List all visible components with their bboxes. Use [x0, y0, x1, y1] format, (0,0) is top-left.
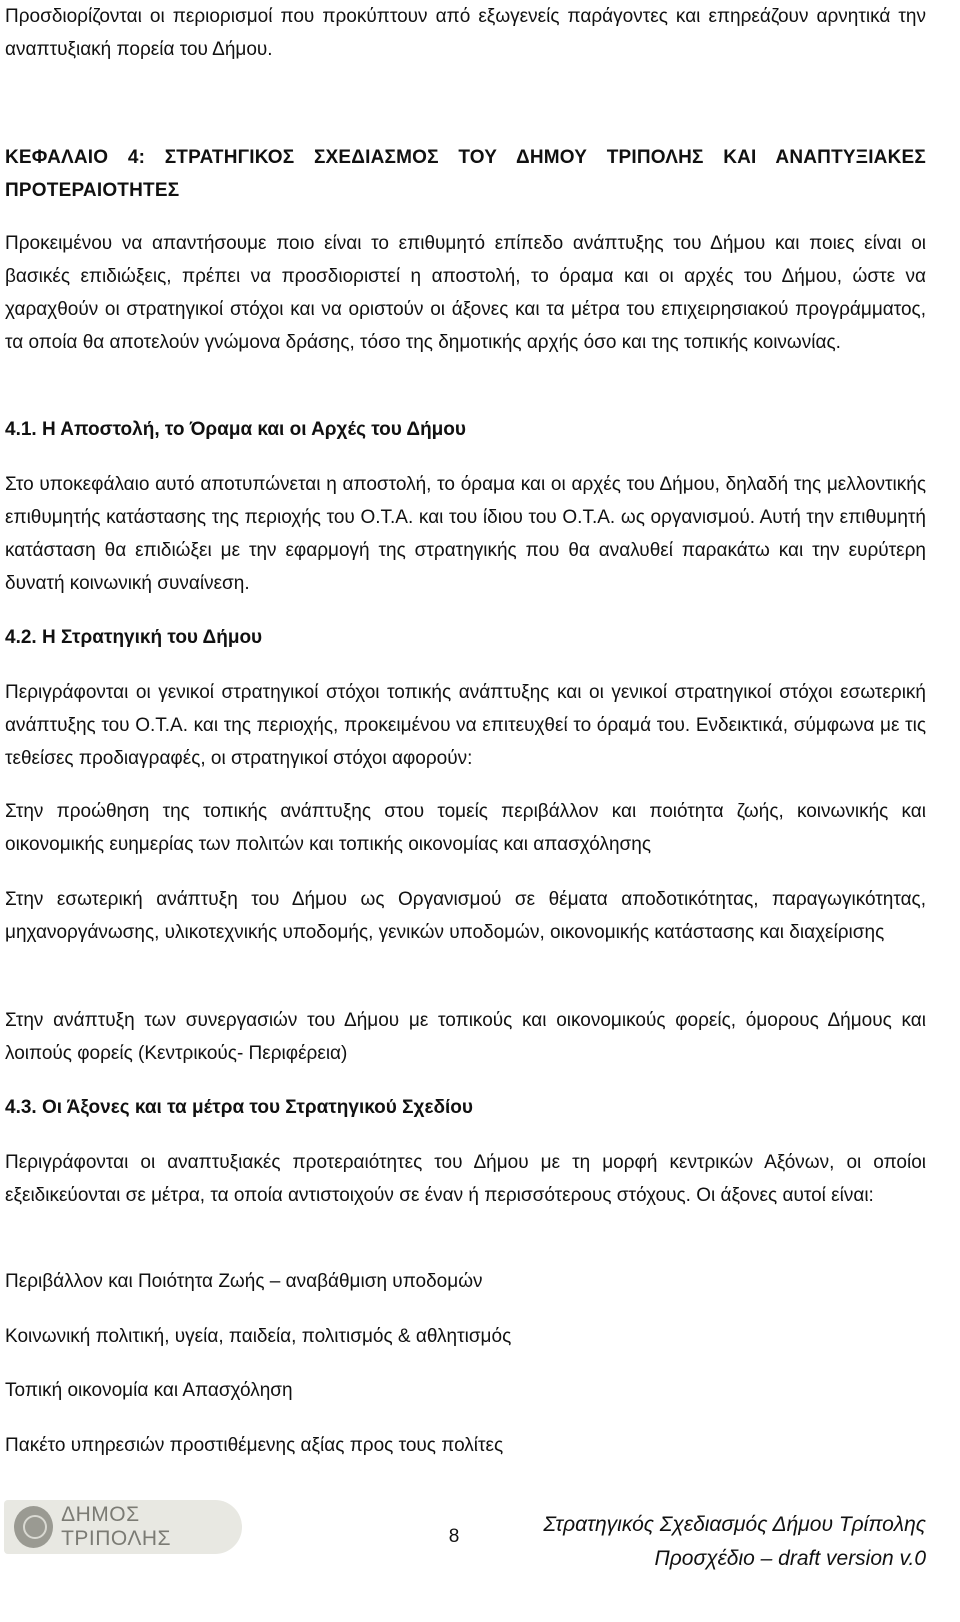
intro-paragraph: Προσδιορίζονται οι περιορισμοί που προκύπτουν από εξωγενείς παράγοντες και επηρεάζουν αρνητικά την αναπτυξιακή πορεία του Δήμου. — [5, 6, 926, 60]
footer-document-info — [543, 1508, 926, 1576]
section-4-3-text: Περιγράφονται οι αναπτυξιακές προτεραιότητες του Δήμου με τη μορφή κεντρικών Αξόνων, οι οποίοι εξειδικεύονται σε μέτρα, τα οποία αντιστοιχούν σε έναν ή περισσότερους στόχους. Οι άξονες αυτοί είναι: — [5, 1152, 926, 1206]
axis-item: Πακέτο υπηρεσιών προστιθέμενης αξίας προς τους πολίτες — [5, 1435, 504, 1456]
chapter-title: ΚΕΦΑΛΑΙΟ 4: ΣΤΡΑΤΗΓΙΚΟΣ ΣΧΕΔΙΑΣΜΟΣ ΤΟΥ ΔΗΜΟΥ ΤΡΙΠΟΛΗΣ ΚΑΙ ΑΝΑΠΤΥΞΙΑΚΕΣ ΠΡΟΤΕΡΑΙΟΤΗΤΕΣ — [5, 147, 926, 201]
axis-item: Περιβάλλον και Ποιότητα Ζωής – αναβάθμιση υποδομών — [5, 1271, 483, 1292]
logo-text: ΔΗΜΟΣ ΤΡΙΠΟΛΗΣ — [61, 1503, 172, 1550]
section-4-1-text: Στο υποκεφάλαιο αυτό αποτυπώνεται η αποστολή, το όραμα και οι αρχές του Δήμου, δηλαδή της μελλοντικής επιθυμητής κατάστασης της περιοχής του Ο.Τ.Α. και του ίδιου του Ο.Τ.Α. ως οργανισμού. Αυτή την επιθυμητή κατάσταση θα επιδιώξει με την εφαρμογή της στρατηγικής που θα αναλυθεί παρακάτω και την ευρύτερη δυνατή κοινωνική συναίνεση. — [5, 474, 926, 594]
strategic-goal-item: Στην εσωτερική ανάπτυξη του Δήμου ως Οργανισμού σε θέματα αποδοτικότητας, παραγωγικότητας, μηχανοργάνωσης, υλικοτεχνικής υποδομής, γενικών υποδομών, οικονομικής κατάστασης και διαχείρισης — [5, 889, 926, 943]
section-4-2-heading: 4.2. Η Στρατηγική του Δήμου — [5, 627, 263, 648]
strategic-goal-item: Στην ανάπτυξη των συνεργασιών του Δήμου με τοπικούς και οικονομικούς φορείς, όμορους Δήμους και λοιπούς φορείς (Κεντρικούς- Περιφέρεια) — [5, 1010, 926, 1064]
page-number: 8 — [448, 1526, 460, 1547]
section-4-1-heading: 4.1. Η Αποστολή, το Όραμα και οι Αρχές του Δήμου — [5, 419, 466, 440]
section-4-2-text: Περιγράφονται οι γενικοί στρατηγικοί στόχοι τοπικής ανάπτυξης και οι γενικοί στρατηγικοί στόχοι εσωτερική ανάπτυξης του Ο.Τ.Α. και της περιοχής, προκειμένου να επιτευχθεί το όραμά του. Ενδεικτικά, σύμφωνα με τις τεθείσες προδιαγραφές, οι στρατηγικοί στόχοι αφορούν: — [5, 682, 926, 769]
footer-doc-title: Στρατηγικός Σχεδιασμός Δήμου Τρίπολης — [543, 1513, 926, 1536]
seal-icon — [14, 1506, 53, 1548]
section-4-3-heading: 4.3. Οι Άξονες και τα μέτρα του Στρατηγικού Σχεδίου — [5, 1097, 473, 1118]
municipality-logo — [4, 1500, 242, 1554]
axis-item: Τοπική οικονομία και Απασχόληση — [5, 1380, 293, 1401]
strategic-goal-item: Στην προώθηση της τοπικής ανάπτυξης στου τομείς περιβάλλον και ποιότητα ζωής, κοινωνικής και οικονομικής ευημερίας των πολιτών και τοπικής οικονομίας και απασχόλησης — [5, 801, 926, 855]
chapter-intro-paragraph: Προκειμένου να απαντήσουμε ποιο είναι το επιθυμητό επίπεδο ανάπτυξης του Δήμου και ποιες είναι οι βασικές επιδιώξεις, πρέπει να προσδιοριστεί η αποστολή, το όραμα και οι αρχές του Δήμου, ώστε να χαραχθούν οι στρατηγικοί στόχοι και να οριστούν οι άξονες και τα μέτρα του επιχειρησιακού προγράμματος, τα οποία θα αποτελούν γνώμονα δράσης, τόσο της δημοτικής αρχής όσο και της τοπικής κοινωνίας. — [5, 233, 926, 353]
footer-doc-version: Προσχέδιο – draft version v.0 — [654, 1547, 926, 1570]
axis-item: Κοινωνική πολιτική, υγεία, παιδεία, πολιτισμός & αθλητισμός — [5, 1326, 512, 1347]
